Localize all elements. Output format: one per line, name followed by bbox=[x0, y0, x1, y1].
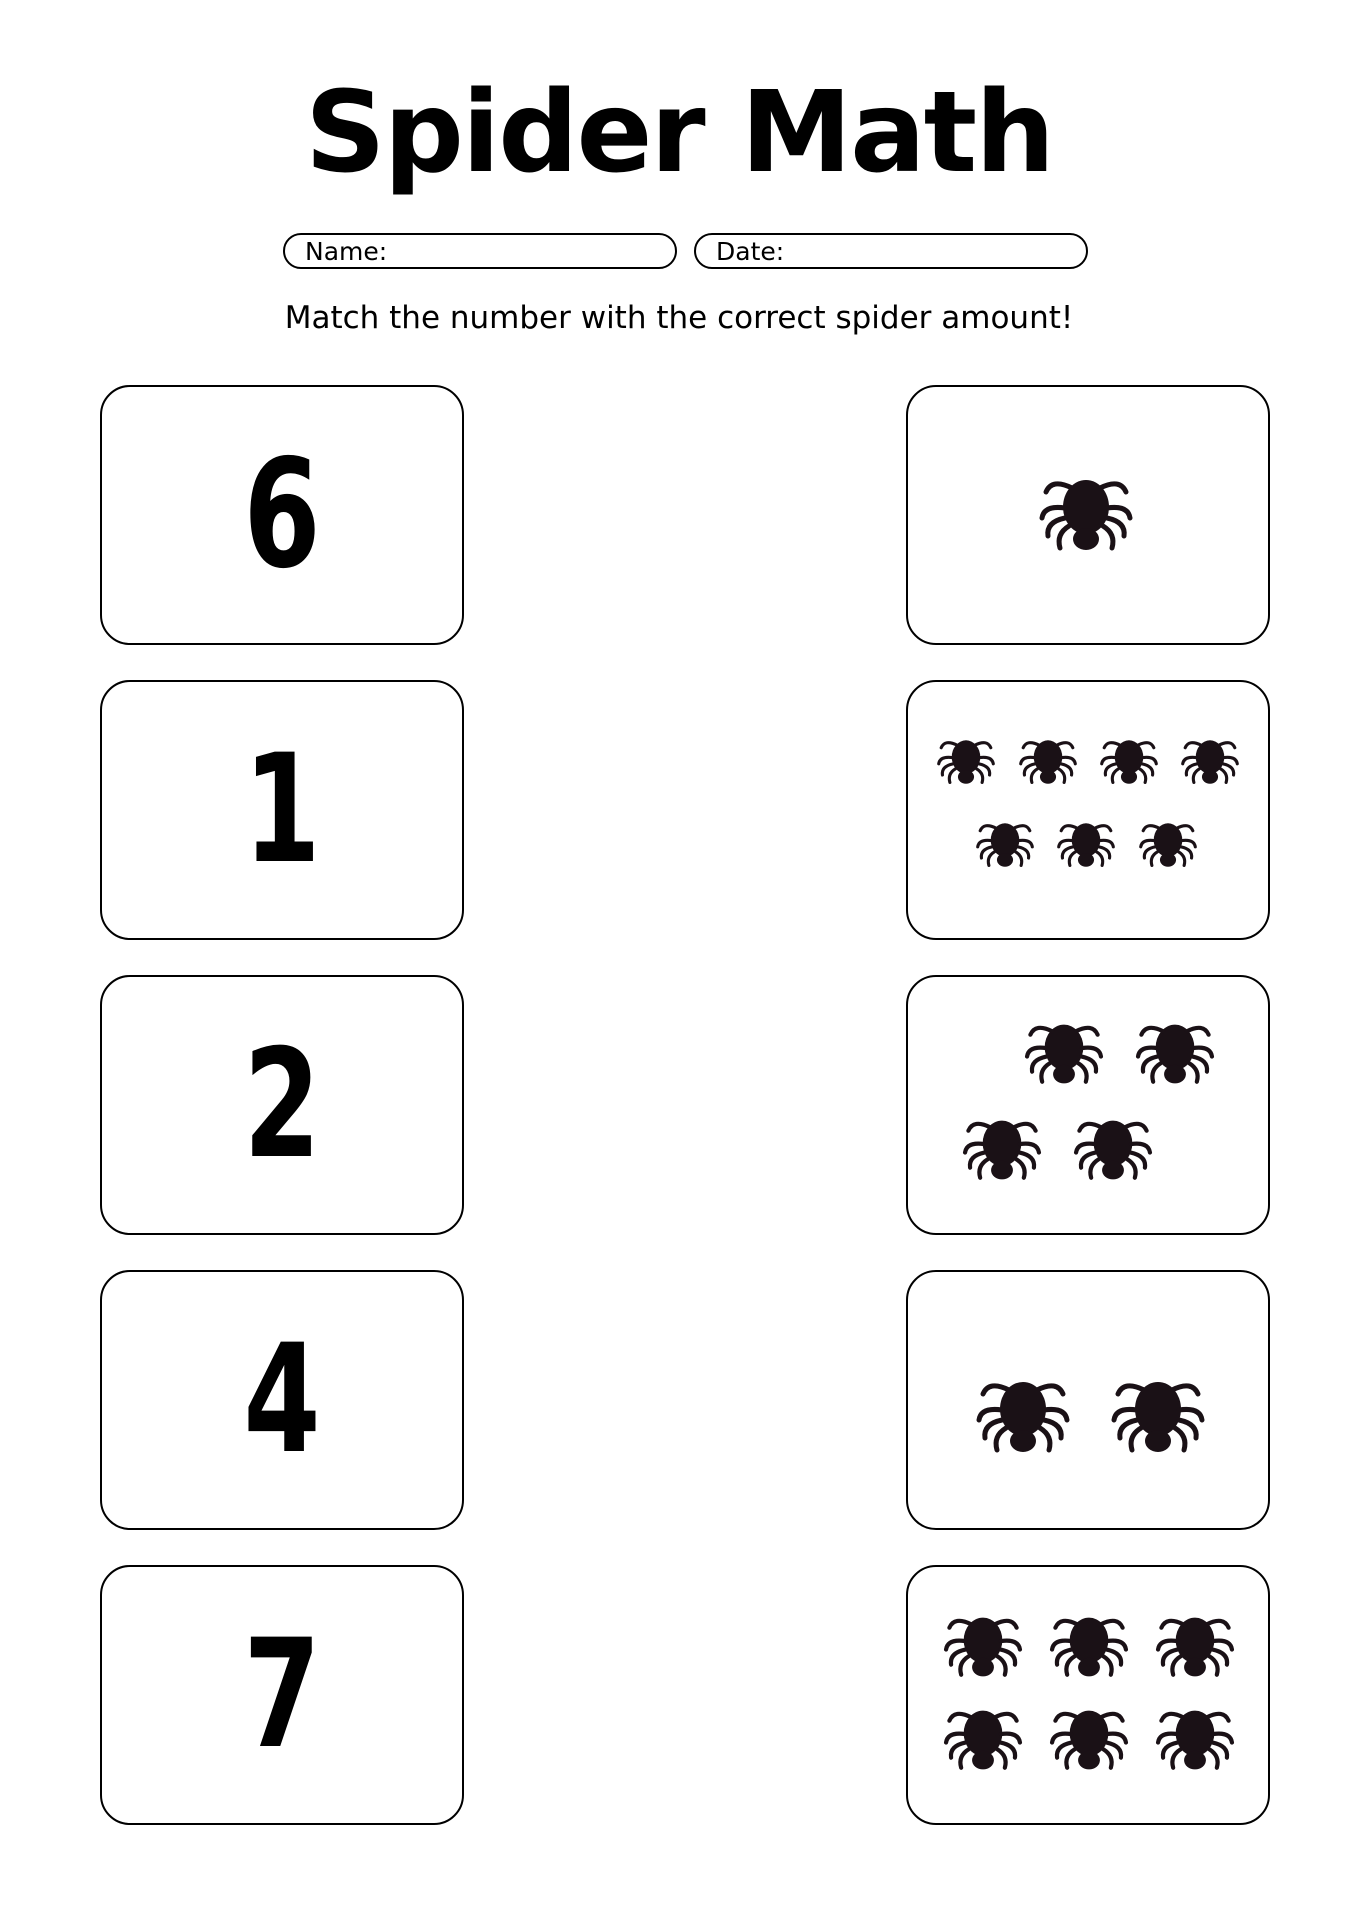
instructions: Match the number with the correct spider amount! bbox=[284, 300, 1074, 336]
spider-group-4 bbox=[908, 1272, 1272, 1532]
number-card-1[interactable] bbox=[100, 385, 464, 645]
spider-group-1 bbox=[908, 387, 1272, 647]
spider-group-3 bbox=[908, 977, 1272, 1237]
spider-icon bbox=[1141, 823, 1196, 866]
spider-icon bbox=[1114, 1382, 1202, 1452]
number-5: 7 bbox=[243, 1608, 321, 1782]
date-label: Date: bbox=[716, 236, 785, 266]
spider-card-3[interactable] bbox=[906, 975, 1270, 1235]
number-3: 2 bbox=[243, 1018, 321, 1192]
spider-group-5 bbox=[908, 1567, 1272, 1827]
number-2: 1 bbox=[243, 723, 321, 897]
spider-icon bbox=[1052, 1618, 1126, 1677]
spider-card-5[interactable] bbox=[906, 1565, 1270, 1825]
spider-icon bbox=[1102, 740, 1157, 783]
name-field[interactable] bbox=[283, 233, 677, 269]
spider-icon bbox=[1021, 740, 1076, 783]
spider-card-2[interactable] bbox=[906, 680, 1270, 940]
spider-icon bbox=[1183, 740, 1238, 783]
name-label: Name: bbox=[305, 236, 388, 266]
number-4: 4 bbox=[243, 1313, 321, 1487]
spider-icon bbox=[1042, 480, 1130, 550]
spider-icon bbox=[1158, 1711, 1232, 1770]
date-field[interactable] bbox=[694, 233, 1088, 269]
spider-icon bbox=[978, 823, 1033, 866]
spider-icon bbox=[946, 1711, 1020, 1770]
spider-icon bbox=[979, 1382, 1067, 1452]
spider-icon bbox=[1059, 823, 1114, 866]
spider-card-4[interactable] bbox=[906, 1270, 1270, 1530]
spider-icon bbox=[1052, 1711, 1126, 1770]
spider-icon bbox=[1138, 1025, 1212, 1084]
page-title: Spider Math bbox=[305, 68, 1053, 198]
spider-icon bbox=[1027, 1025, 1101, 1084]
number-card-4[interactable] bbox=[100, 1270, 464, 1530]
number-card-2[interactable] bbox=[100, 680, 464, 940]
spider-icon bbox=[946, 1618, 1020, 1677]
spider-icon bbox=[965, 1121, 1039, 1180]
spider-icon bbox=[1158, 1618, 1232, 1677]
spider-icon bbox=[939, 740, 994, 783]
number-card-3[interactable] bbox=[100, 975, 464, 1235]
spider-group-2 bbox=[908, 682, 1272, 942]
number-1: 6 bbox=[243, 428, 321, 602]
spider-card-1[interactable] bbox=[906, 385, 1270, 645]
number-card-5[interactable] bbox=[100, 1565, 464, 1825]
spider-icon bbox=[1076, 1121, 1150, 1180]
